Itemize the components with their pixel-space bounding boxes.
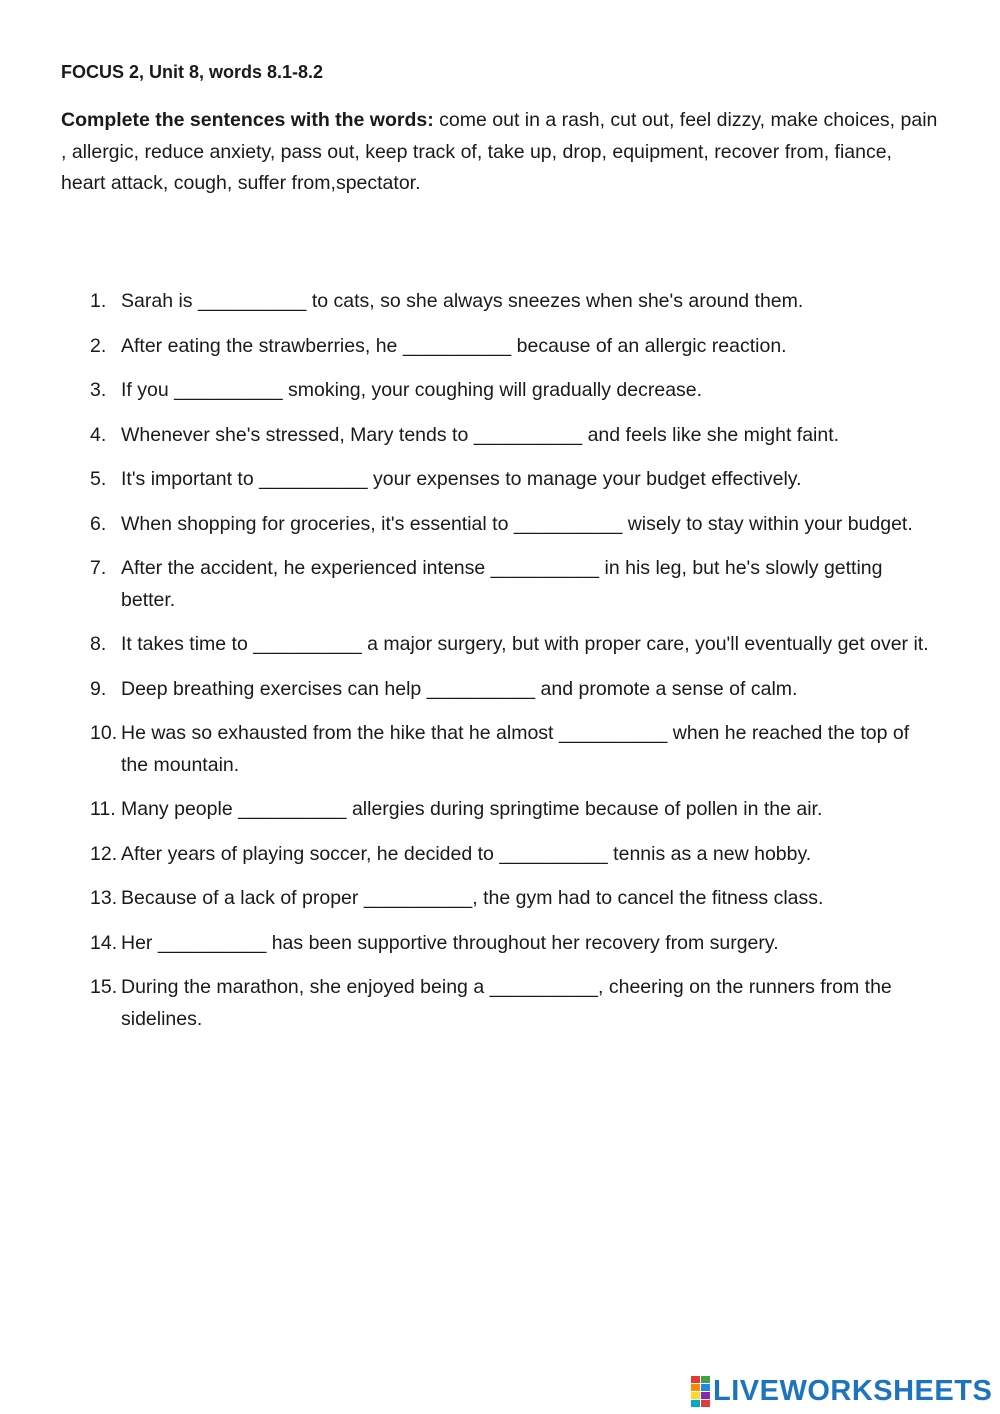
question-number: 3. [90, 379, 107, 401]
question-text-before: Sarah is [121, 290, 198, 312]
logo-icon-block [701, 1392, 710, 1399]
question-item [0, 509, 941, 541]
logo-icon-block [691, 1376, 700, 1383]
logo-icon-block [691, 1400, 700, 1407]
question-item [0, 718, 941, 781]
question-text-before: Because of a lack of proper [121, 887, 364, 909]
question-text-after: tennis as a new hobby. [607, 842, 812, 865]
answer-blank[interactable]: __________ [157, 931, 267, 954]
liveworksheets-logo-icon [691, 1376, 710, 1407]
answer-blank[interactable]: __________ [426, 677, 536, 700]
question-item [0, 553, 941, 616]
answer-blank[interactable]: __________ [473, 423, 583, 446]
question-number: 12. [90, 842, 118, 865]
question-item [0, 883, 941, 915]
question-item [0, 794, 941, 826]
word-bank: come out in a rash, cut out, feel dizzy, make choices, pain , allergic, reduce anxiety, pass out, keep track of, take up, drop, equipment, recover from, fiance, heart attack, cough, suffer from,spectator. [61, 109, 938, 194]
question-number: 11. [90, 798, 116, 820]
question-item [0, 629, 941, 661]
worksheet-title: FOCUS 2, Unit 8, words 8.1-8.2 [61, 62, 324, 82]
answer-blank[interactable]: __________ [558, 722, 668, 744]
question-text-after: allergies during springtime because of pollen in the air. [346, 798, 823, 820]
answer-blank[interactable]: __________ [363, 887, 473, 909]
question-text-before: After eating the strawberries, he [121, 334, 403, 357]
question-text-before: Deep breathing exercises can help [121, 677, 427, 700]
question-number: 2. [90, 334, 107, 357]
question-item [0, 674, 941, 706]
question-number: 13. [90, 887, 118, 909]
question-number: 15. [90, 976, 118, 998]
question-item [0, 331, 941, 363]
liveworksheets-logo [691, 1374, 992, 1408]
question-text-before: Her [121, 931, 158, 954]
question-item [0, 420, 941, 452]
question-number: 7. [90, 557, 107, 579]
question-text-before: It's important to [121, 468, 260, 490]
logo-icon-block [691, 1392, 700, 1399]
question-item [0, 464, 941, 496]
question-text-after: to cats, so she always sneezes when she's around them. [306, 290, 804, 312]
question-number: 1. [90, 290, 107, 312]
question-text-after: smoking, your coughing will gradually decrease. [282, 379, 703, 401]
question-number: 9. [90, 677, 107, 700]
question-number: 10. [90, 722, 118, 744]
question-number: 6. [90, 512, 107, 535]
question-text-before: During the marathon, she enjoyed being a [121, 976, 490, 998]
question-number: 8. [90, 633, 107, 655]
answer-blank[interactable]: __________ [238, 798, 347, 820]
answer-blank[interactable]: __________ [499, 842, 608, 865]
question-text-after: , cheering on the runners from the sidelines. [121, 976, 892, 1030]
answer-blank[interactable]: __________ [490, 557, 600, 579]
logo-text: LIVEWORKSHEETS [713, 1374, 993, 1407]
question-text-after: , the gym had to cancel the fitness class. [472, 887, 824, 909]
question-number: 14. [90, 931, 118, 954]
instructions [61, 105, 941, 200]
logo-icon-block [701, 1400, 710, 1407]
logo-icon-block [701, 1376, 710, 1383]
question-text-after: has been supportive throughout her recovery from surgery. [266, 931, 779, 954]
question-text-before: Whenever she's stressed, Mary tends to [121, 423, 474, 446]
logo-icon-block [691, 1384, 700, 1391]
question-text-before: He was so exhausted from the hike that he almost [121, 722, 559, 744]
answer-blank[interactable]: __________ [402, 334, 512, 357]
question-text-before: When shopping for groceries, it's essential to [121, 512, 514, 535]
question-text-before: After years of playing soccer, he decided to [121, 842, 500, 865]
question-item [0, 972, 941, 1035]
question-number: 5. [90, 468, 107, 490]
question-list [0, 286, 1000, 1048]
question-text-after: and feels like she might faint. [582, 423, 840, 446]
question-text-after: wisely to stay within your budget. [622, 512, 913, 535]
answer-blank[interactable]: __________ [259, 468, 368, 490]
instructions-lead: Complete the sentences with the words: [61, 109, 434, 131]
question-item [0, 928, 941, 960]
question-text-before: It takes time to [121, 633, 254, 655]
question-text-before: If you [121, 379, 175, 401]
question-text-after: because of an allergic reaction. [511, 334, 787, 357]
answer-blank[interactable]: __________ [513, 512, 623, 535]
question-text-after: and promote a sense of calm. [535, 677, 798, 700]
question-number: 4. [90, 423, 107, 446]
answer-blank[interactable]: __________ [174, 379, 283, 401]
question-text-after: a major surgery, but with proper care, you'll eventually get over it. [361, 633, 929, 655]
question-text-before: After the accident, he experienced intense [121, 557, 491, 579]
question-text-after: in his leg, but he's slowly getting better. [121, 557, 883, 611]
question-text-before: Many people [121, 798, 239, 820]
question-item [0, 839, 941, 871]
question-item [0, 286, 941, 318]
answer-blank[interactable]: __________ [489, 976, 599, 998]
question-text-after: when he reached the top of the mountain. [121, 722, 910, 776]
answer-blank[interactable]: __________ [197, 290, 307, 312]
question-item [0, 375, 941, 407]
question-text-after: your expenses to manage your budget effectively. [367, 468, 802, 490]
logo-icon-block [701, 1384, 710, 1391]
answer-blank[interactable]: __________ [253, 633, 362, 655]
